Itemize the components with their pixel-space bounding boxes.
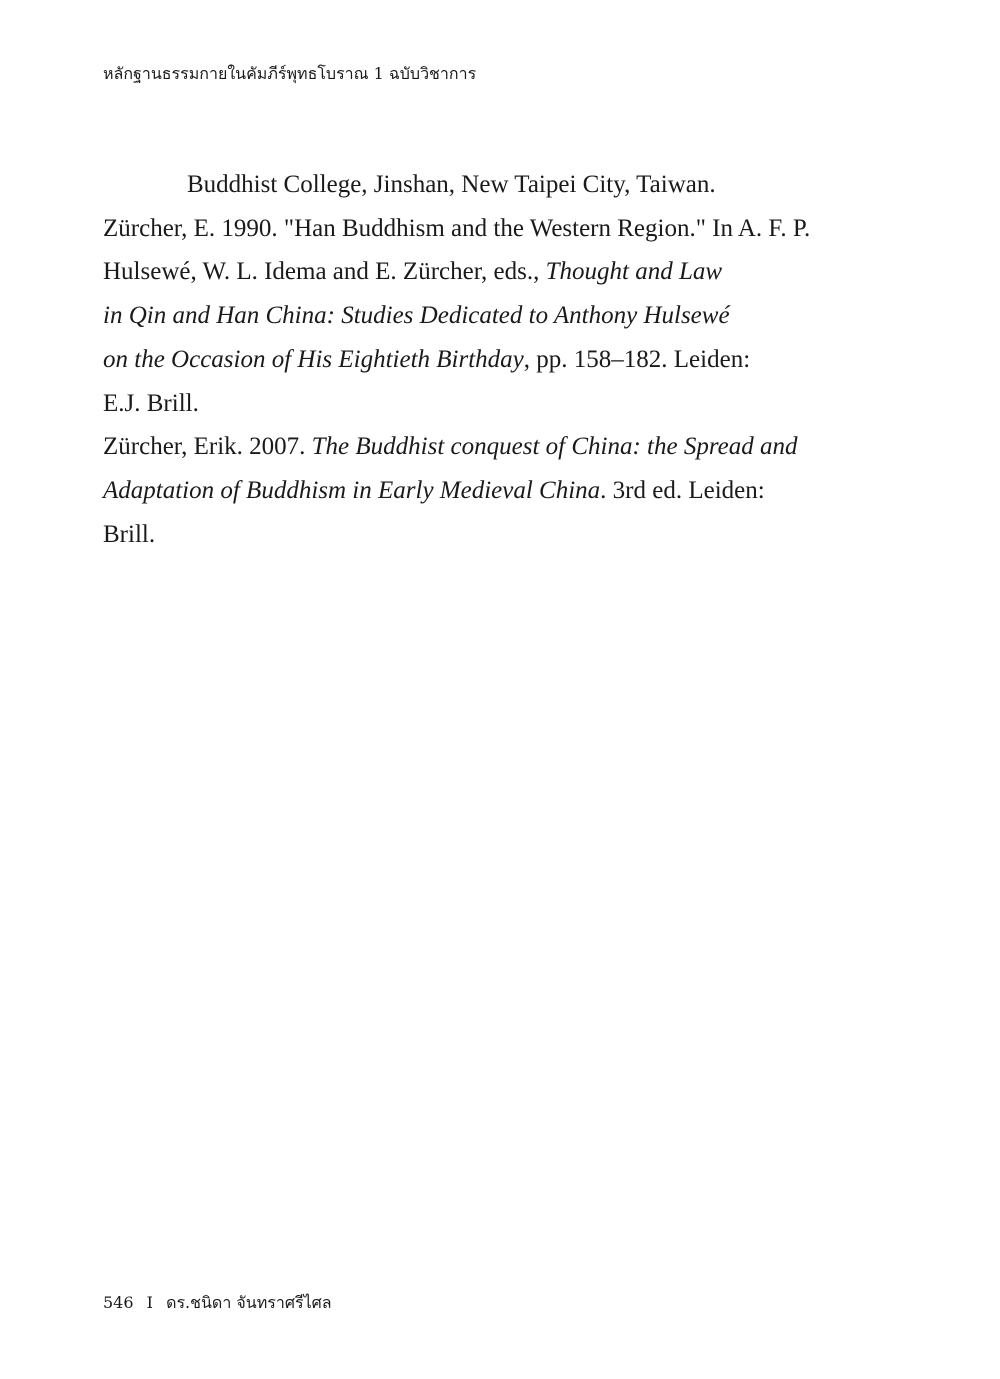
entry-title-italic: Adaptation of Buddhism in Early Medieval China bbox=[103, 476, 601, 504]
entry-line bbox=[103, 250, 863, 294]
entry-line bbox=[103, 338, 863, 382]
entry-line bbox=[103, 469, 863, 513]
entry-text: Zürcher, Erik. 2007. bbox=[103, 433, 312, 461]
entry-text: Hulsewé, W. L. Idema and E. Zürcher, eds., bbox=[103, 258, 546, 286]
running-title: หลักฐานธรรมกายในคัมภีร์พุทธโบราณ 1 ฉบับวิชาการ bbox=[103, 64, 477, 83]
page-footer bbox=[103, 1293, 332, 1313]
entry-text: . 3rd ed. Leiden: bbox=[600, 476, 765, 504]
entry-line: Brill. bbox=[103, 520, 156, 548]
entry-line: Zürcher, E. 1990. "Han Buddhism and the Western Region." In A. F. P. bbox=[103, 214, 811, 242]
entry-line bbox=[103, 294, 863, 338]
footer-separator: I bbox=[146, 1293, 153, 1312]
bibliography-entry-zurcher-1990 bbox=[103, 207, 863, 426]
entry-title-italic: in Qin and Han China: Studies Dedicated to Anthony Hulsewé bbox=[103, 302, 730, 330]
entry-title-italic: Thought and Law bbox=[545, 258, 723, 286]
entry-title-italic: on the Occasion of His Eightieth Birthday bbox=[103, 345, 524, 373]
bibliography bbox=[103, 163, 863, 556]
entry-title-italic: The Buddhist conquest of China: the Spread and bbox=[311, 433, 798, 461]
entry-line bbox=[103, 425, 863, 469]
entry-text: , pp. 158–182. Leiden: bbox=[523, 345, 751, 373]
bibliography-entry-continuation bbox=[103, 163, 863, 207]
running-header bbox=[103, 64, 476, 84]
entry-line: E.J. Brill. bbox=[103, 389, 199, 417]
entry-line: Buddhist College, Jinshan, New Taipei City, Taiwan. bbox=[187, 171, 716, 198]
page-number: 546 bbox=[103, 1293, 134, 1312]
author-name: ดร.ชนิดา จันทราศรีไศล bbox=[166, 1293, 332, 1312]
bibliography-entry-zurcher-2007 bbox=[103, 425, 863, 556]
